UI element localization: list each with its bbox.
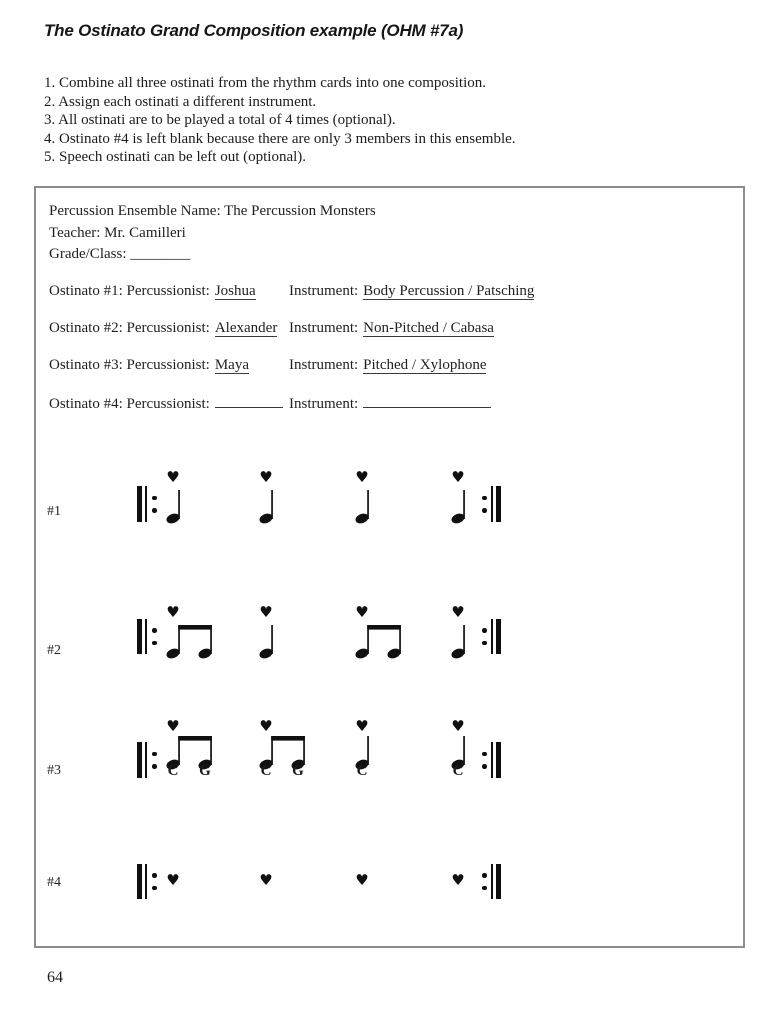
repeat-dots xyxy=(482,742,487,778)
heart-icon: ♥ xyxy=(451,468,465,486)
barline-thick-bar xyxy=(137,742,142,778)
heart-icon: ♥ xyxy=(166,871,180,889)
barline-thick-bar xyxy=(137,486,142,522)
note-letter: C xyxy=(356,763,368,779)
heart-icon: ♥ xyxy=(259,468,273,486)
repeat-dots xyxy=(152,486,157,522)
percussionist-name-blank xyxy=(215,394,283,408)
barline-thick-bar xyxy=(496,619,501,654)
eighth-note-pair-icon xyxy=(353,623,405,664)
barline-thin-bar xyxy=(491,619,493,654)
beat-cell xyxy=(353,605,413,705)
box-header xyxy=(49,201,376,266)
end-repeat-barline xyxy=(482,619,501,654)
beat-cell xyxy=(164,864,224,924)
heart-icon: ♥ xyxy=(259,871,273,889)
begin-repeat-barline xyxy=(137,486,157,522)
note-letter: G xyxy=(292,763,304,779)
heart-icon: ♥ xyxy=(355,871,369,889)
rhythm-line-label: #4 xyxy=(47,875,61,890)
note-letter: G xyxy=(199,763,211,779)
beat-cell xyxy=(257,605,317,705)
instrument-label: Instrument: xyxy=(289,396,359,412)
rhythm-line xyxy=(36,864,743,924)
instrument-name: Pitched / Xylophone xyxy=(363,357,487,373)
heart-icon: ♥ xyxy=(355,717,369,735)
barline-thick-bar xyxy=(137,619,142,654)
ostinato-row-4 xyxy=(49,394,730,413)
ensemble-name-line: Percussion Ensemble Name: The Percussion Monsters xyxy=(49,203,376,219)
instruction-item: 5. Speech ostinati can be left out (optional). xyxy=(44,149,307,166)
quarter-note-icon xyxy=(257,488,279,529)
quarter-note-icon xyxy=(449,623,471,664)
beat-cell xyxy=(164,470,224,570)
instrument-label: Instrument: xyxy=(289,320,359,336)
beat-cell xyxy=(257,719,317,829)
note-letter: C xyxy=(452,763,464,779)
note-letter: C xyxy=(167,763,179,779)
beat-cell xyxy=(164,605,224,705)
barline-thick-bar xyxy=(496,864,501,899)
instruction-item: 1. Combine all three ostinati from the rhythm cards into one composition. xyxy=(44,75,487,91)
barline-thin-bar xyxy=(145,864,147,899)
quarter-note-icon xyxy=(257,623,279,664)
heart-icon: ♥ xyxy=(259,603,273,621)
repeat-dots xyxy=(152,619,157,654)
beat-cell xyxy=(164,719,224,829)
grade-class-line: Grade/Class: ________ xyxy=(49,246,191,262)
rhythm-line xyxy=(36,719,743,829)
instrument-label: Instrument: xyxy=(289,357,359,373)
barline-thick-bar xyxy=(496,486,501,522)
instrument-name-blank xyxy=(363,394,491,408)
ostinato-prefix: Ostinato #1: Percussionist: xyxy=(49,283,210,299)
repeat-dots xyxy=(152,742,157,778)
barline-thick-bar xyxy=(496,742,501,778)
percussionist-name: Maya xyxy=(214,357,249,373)
heart-icon: ♥ xyxy=(166,468,180,486)
ostinato-row-1 xyxy=(49,283,730,300)
eighth-note-pair-icon xyxy=(164,623,216,664)
note-letter: C xyxy=(260,763,272,779)
end-repeat-barline xyxy=(482,864,501,899)
quarter-note-icon xyxy=(164,488,186,529)
percussionist-name: Joshua xyxy=(214,283,256,299)
rhythm-line xyxy=(36,605,743,705)
repeat-dots xyxy=(482,619,487,654)
barline-thin-bar xyxy=(491,742,493,778)
heart-icon: ♥ xyxy=(166,603,180,621)
repeat-dots xyxy=(482,486,487,522)
page-number: 64 xyxy=(47,969,63,986)
beat-cell xyxy=(257,470,317,570)
barline-thin-bar xyxy=(145,486,147,522)
begin-repeat-barline xyxy=(137,864,157,899)
heart-icon: ♥ xyxy=(451,871,465,889)
instrument-name: Body Percussion / Patsching xyxy=(363,283,535,299)
heart-icon: ♥ xyxy=(355,468,369,486)
instruction-item: 3. All ostinati are to be played a total of 4 times (optional). xyxy=(44,112,396,129)
barline-thin-bar xyxy=(145,742,147,778)
ostinato-row-3 xyxy=(49,357,730,374)
instruction-item: 2. Assign each ostinati a different instrument. xyxy=(44,93,317,110)
instrument-name: Non-Pitched / Cabasa xyxy=(363,320,494,336)
instructions-list xyxy=(44,74,727,167)
percussionist-name: Alexander xyxy=(214,320,278,336)
instruction-item: 4. Ostinato #4 is left blank because there are only 3 members in this ensemble. xyxy=(44,130,516,147)
repeat-dots xyxy=(482,864,487,899)
rhythm-line xyxy=(36,470,743,570)
heart-icon: ♥ xyxy=(451,603,465,621)
rhythm-line-label: #3 xyxy=(47,763,61,778)
begin-repeat-barline xyxy=(137,619,157,654)
rhythm-line-label: #2 xyxy=(47,643,61,658)
end-repeat-barline xyxy=(482,486,501,522)
beat-cell xyxy=(353,864,413,924)
beat-cell xyxy=(353,470,413,570)
beat-cell xyxy=(257,864,317,924)
rhythm-line-label: #1 xyxy=(47,504,61,519)
teacher-line: Teacher: Mr. Camilleri xyxy=(49,224,186,241)
heart-icon: ♥ xyxy=(355,603,369,621)
barline-thin-bar xyxy=(491,864,493,899)
ostinato-prefix: Ostinato #2: Percussionist: xyxy=(49,320,210,336)
ostinato-prefix: Ostinato #3: Percussionist: xyxy=(49,357,210,373)
quarter-note-icon xyxy=(353,488,375,529)
barline-thin-bar xyxy=(491,486,493,522)
barline-thick-bar xyxy=(137,864,142,899)
end-repeat-barline xyxy=(482,742,501,778)
ostinato-prefix: Ostinato #4: Percussionist: xyxy=(49,396,210,412)
ostinato-row-2 xyxy=(49,320,730,337)
quarter-note-icon xyxy=(449,488,471,529)
page-title: The Ostinato Grand Composition example (OHM #7a) xyxy=(44,21,464,40)
barline-thin-bar xyxy=(145,619,147,654)
beat-cell xyxy=(353,719,413,829)
instrument-label: Instrument: xyxy=(289,283,359,299)
heart-icon: ♥ xyxy=(166,717,180,735)
heart-icon: ♥ xyxy=(259,717,273,735)
heart-icon: ♥ xyxy=(451,717,465,735)
begin-repeat-barline xyxy=(137,742,157,778)
repeat-dots xyxy=(152,864,157,899)
worksheet-box xyxy=(34,186,745,948)
